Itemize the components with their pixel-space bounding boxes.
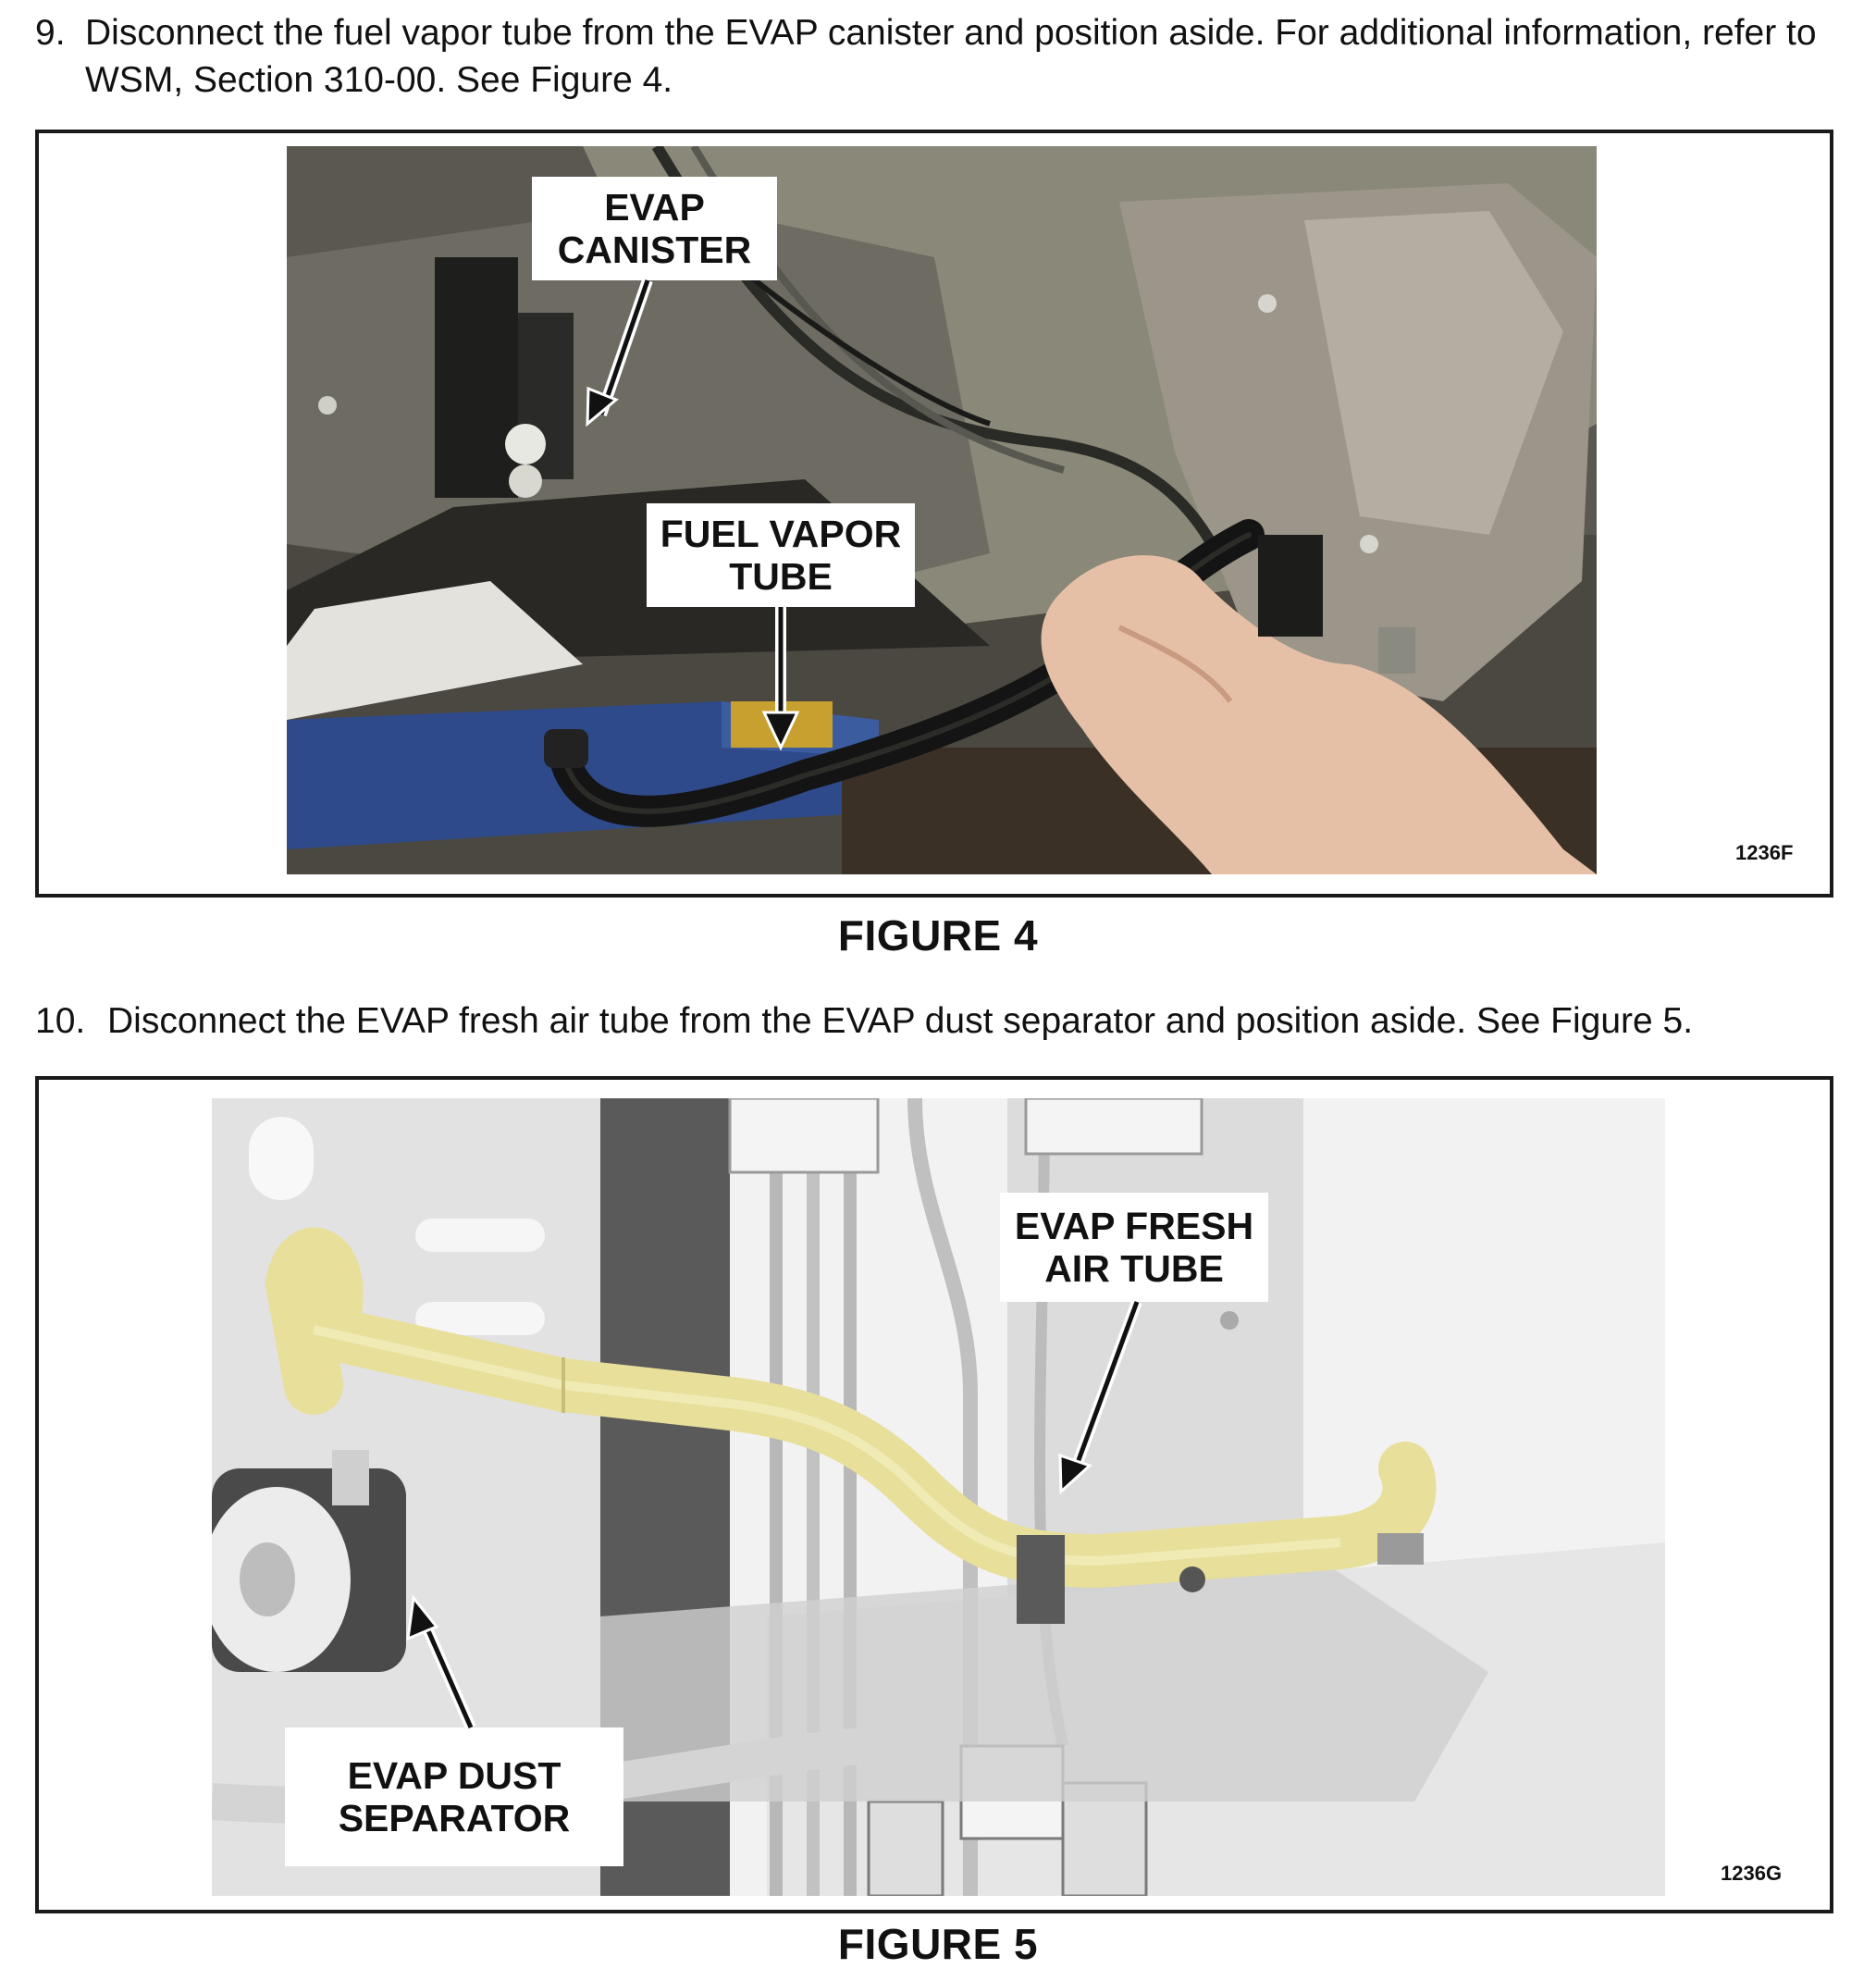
step-9 (35, 9, 1824, 104)
figure-5-illustration (212, 1098, 1665, 1896)
callout-fuel-vapor-tube-line-1: FUEL VAPOR (660, 513, 902, 555)
step-9-number: 9. (35, 13, 66, 53)
callout-dust-separator-line-1: EVAP DUST (347, 1754, 562, 1797)
callout-fresh-air-tube-line-2: AIR TUBE (1044, 1247, 1224, 1290)
figure-4-code: 1236F (1735, 841, 1794, 864)
callout-fresh-air-tube-line-1: EVAP FRESH (1014, 1205, 1254, 1247)
fuel-vapor-tube-arrow (764, 607, 797, 748)
callout-fuel-vapor-tube-line-2: TUBE (729, 555, 833, 598)
figure-5-frame (35, 1076, 1833, 1913)
callout-dust-separator-line-2: SEPARATOR (338, 1797, 571, 1839)
figure-4-photo (287, 146, 1597, 874)
callout-evap-canister-line-2: CANISTER (557, 229, 752, 271)
step-9-text: Disconnect the fuel vapor tube from the EVAP canister and position aside. For additional information, refer to WSM, Section 310-00. See Figure 4. (85, 13, 1817, 100)
figure-5-code: 1236G (1721, 1862, 1783, 1885)
figure-4-leader-arrows (287, 146, 1597, 874)
figure-4-frame (35, 130, 1833, 898)
step-10-number: 10. (35, 1001, 86, 1041)
figure-5-caption: FIGURE 5 (837, 1920, 1039, 1968)
step-10 (35, 997, 1846, 1045)
fresh-air-tube-arrow (1060, 1302, 1137, 1492)
figure-4-caption: FIGURE 4 (837, 911, 1039, 960)
evap-canister-arrow (587, 280, 648, 424)
dust-separator-arrow (408, 1598, 471, 1727)
step-10-text: Disconnect the EVAP fresh air tube from the EVAP dust separator and position aside. See Figure 5. (107, 1001, 1694, 1041)
callout-evap-canister-line-1: EVAP (604, 186, 705, 229)
figure-5-leader-arrows (212, 1098, 1665, 1896)
